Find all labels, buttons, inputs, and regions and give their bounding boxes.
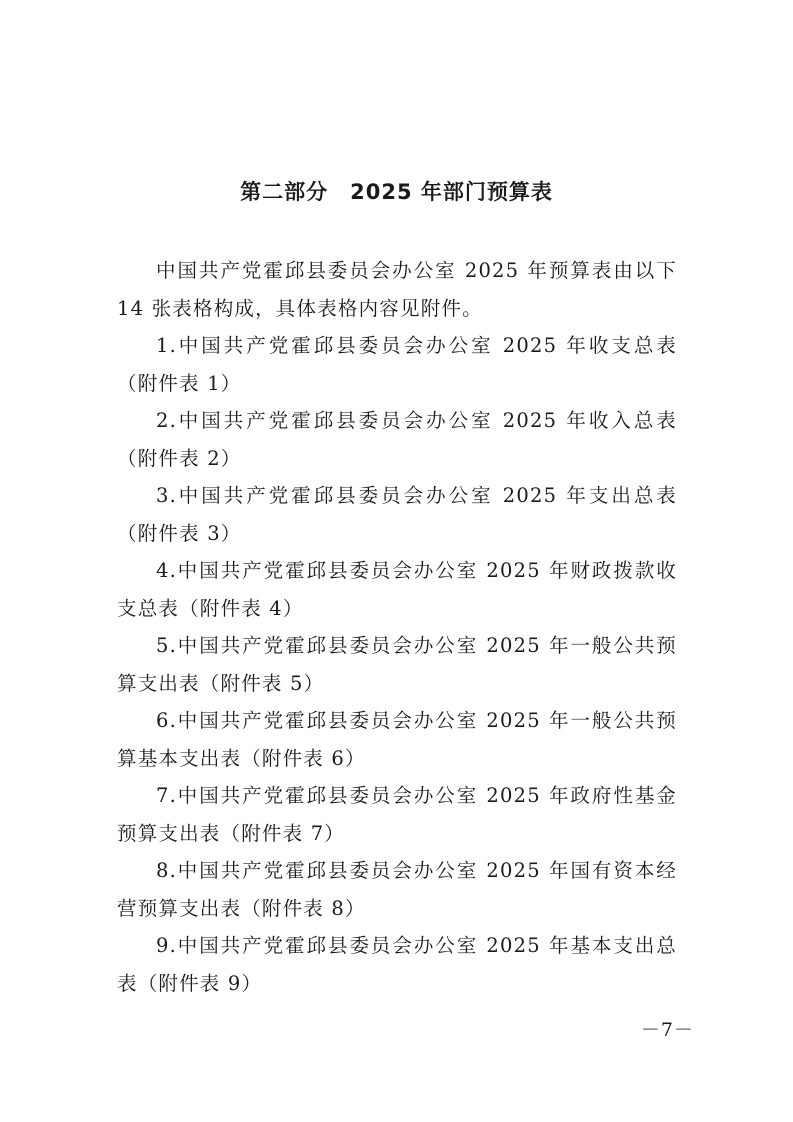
- list-item: 4.中国共产党霍邱县委员会办公室 2025 年财政拨款收支总表（附件表 4）: [117, 559, 677, 620]
- page-title: [0, 176, 793, 208]
- title-part: 第二部分: [240, 180, 329, 204]
- list-item: 8.中国共产党霍邱县委员会办公室 2025 年国有资本经营预算支出表（附件表 8）: [117, 859, 677, 920]
- title-text: 2025 年部门预算表: [350, 180, 553, 204]
- list-item: 1.中国共产党霍邱县委员会办公室 2025 年收支总表（附件表 1）: [117, 334, 677, 395]
- list-item: 5.中国共产党霍邱县委员会办公室 2025 年一般公共预算支出表（附件表 5）: [117, 634, 677, 695]
- page-number: －7－: [640, 1019, 694, 1041]
- list-item: 7.中国共产党霍邱县委员会办公室 2025 年政府性基金预算支出表（附件表 7）: [117, 784, 677, 845]
- list-item: 6.中国共产党霍邱县委员会办公室 2025 年一般公共预算基本支出表（附件表 6）: [117, 709, 677, 770]
- list-item: 9.中国共产党霍邱县委员会办公室 2025 年基本支出总表（附件表 9）: [117, 934, 677, 995]
- list-item: 3.中国共产党霍邱县委员会办公室 2025 年支出总表（附件表 3）: [117, 484, 677, 545]
- list-item: 2.中国共产党霍邱县委员会办公室 2025 年收入总表（附件表 2）: [117, 409, 677, 470]
- document-body: [117, 252, 677, 1002]
- intro-paragraph: 中国共产党霍邱县委员会办公室 2025 年预算表由以下 14 张表格构成，具体表格内容见附件。: [117, 259, 677, 320]
